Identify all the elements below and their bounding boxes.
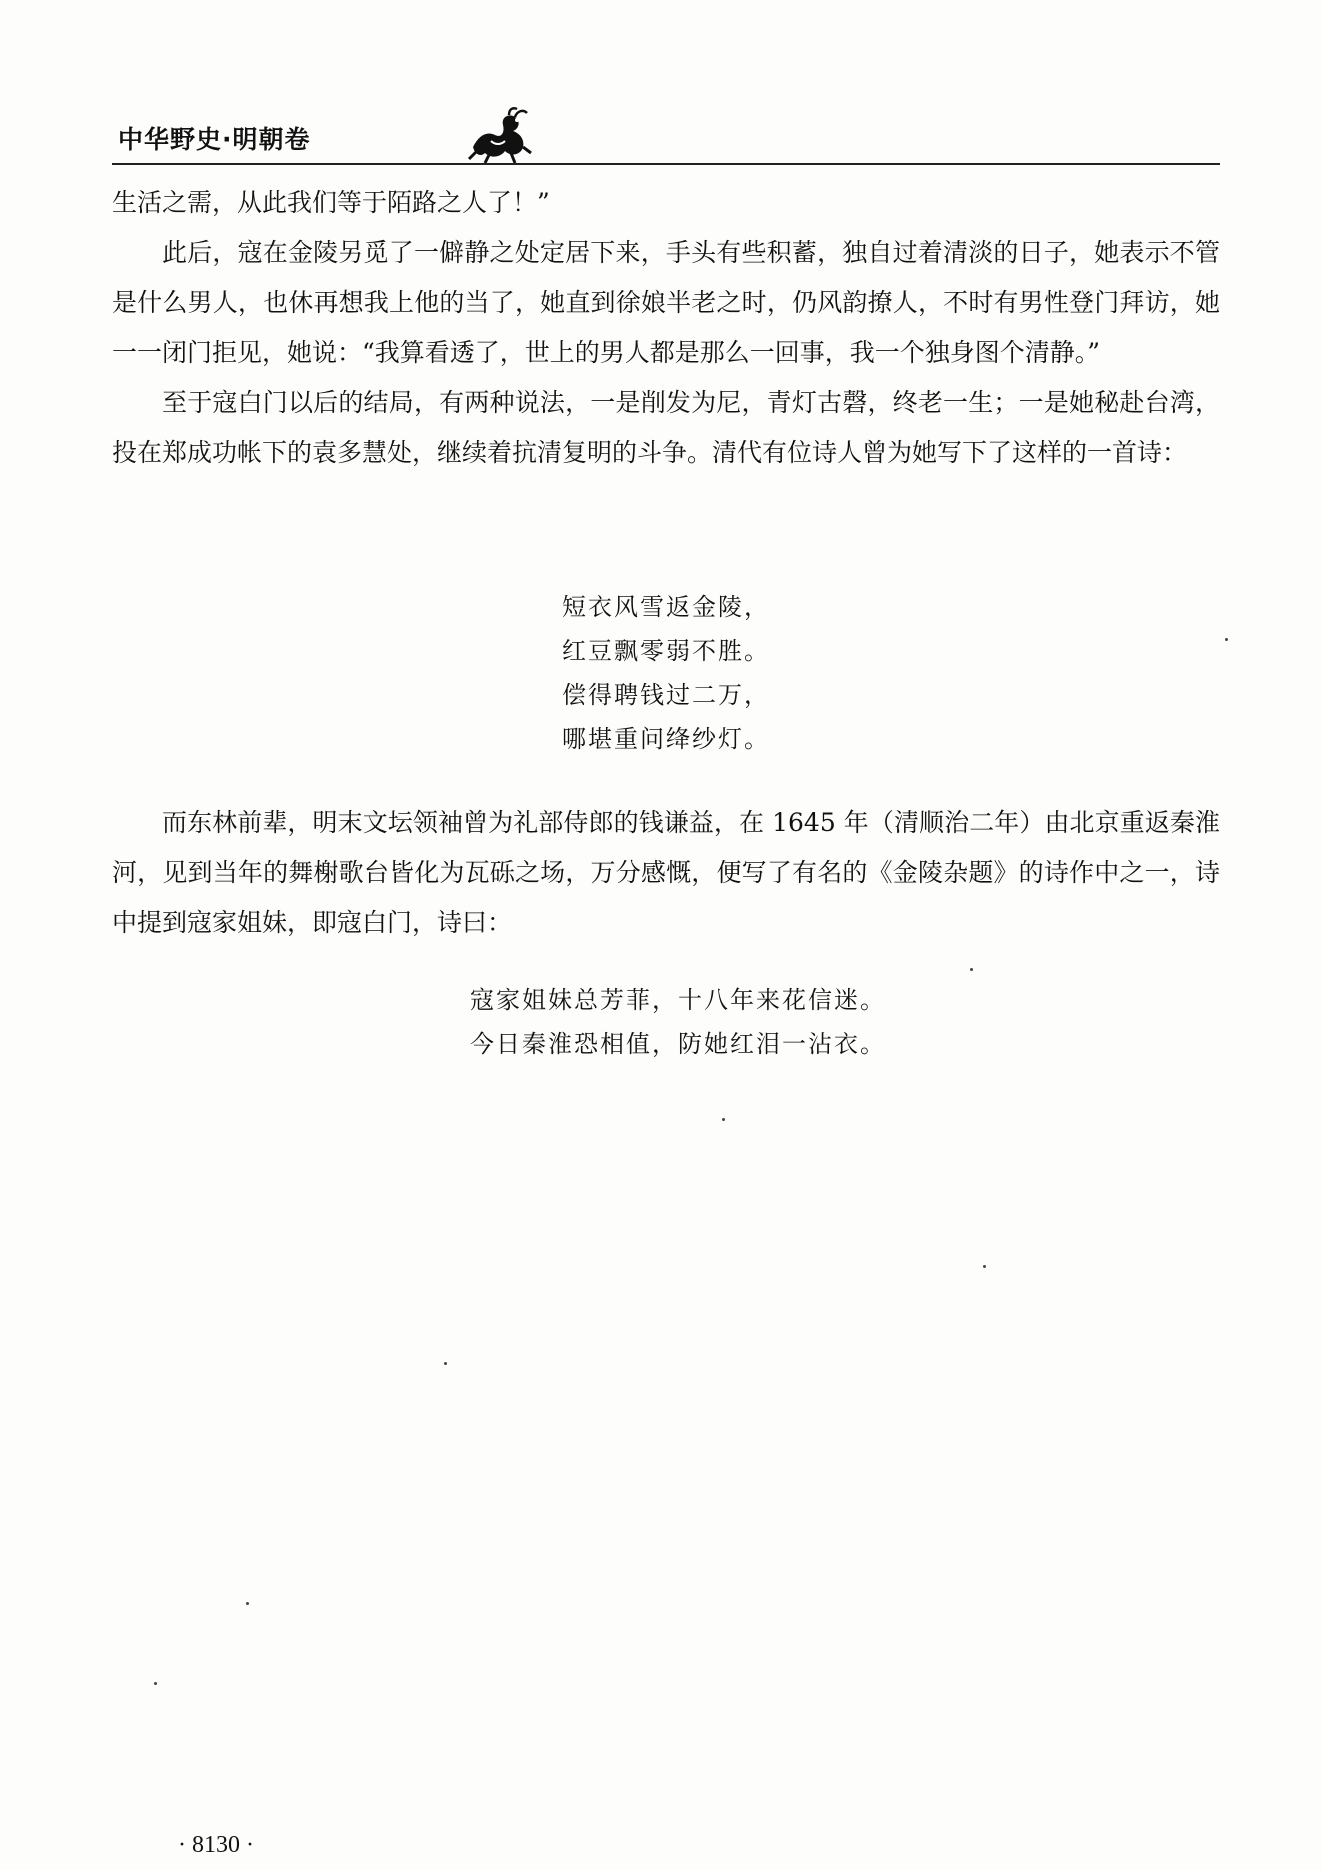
poem-line: 今日秦淮恐相值，防她红泪一沾衣。	[470, 1030, 886, 1058]
running-title: 中华野史·明朝卷	[118, 125, 311, 154]
scan-speck	[722, 1118, 725, 1121]
scan-speck	[246, 1602, 249, 1605]
poem-line: 偿得聘钱过二万，	[562, 681, 770, 709]
header-rule	[112, 163, 1220, 165]
text-block-upper	[112, 178, 1220, 478]
scan-speck	[970, 968, 973, 971]
page-number: · 8130 ·	[178, 1832, 254, 1858]
poem-line: 哪堪重问绛纱灯。	[562, 725, 770, 753]
paragraph-continuation: 生活之需，从此我们等于陌路之人了！”	[112, 188, 550, 217]
scan-speck	[1225, 638, 1228, 641]
paragraph-kou-fate: 至于寇白门以后的结局，有两种说法，一是削发为尼，青灯古磬，终老一生；一是她秘赴台湾，投在郑成功帐下的袁多慧处，继续着抗清复明的斗争。清代有位诗人曾为她写下了这样的一首诗：	[112, 388, 1220, 467]
dragon-emblem-icon	[465, 105, 535, 165]
poem-line: 红豆飘零弱不胜。	[562, 637, 770, 665]
poem-first	[562, 585, 770, 761]
text-block-lower	[112, 798, 1220, 948]
scan-speck	[444, 1362, 447, 1365]
scan-speck	[983, 1265, 986, 1268]
paragraph-kou-settles: 此后，寇在金陵另觅了一僻静之处定居下来，手头有些积蓄，独自过着清淡的日子，她表示不管是什么男人，也休再想我上他的当了，她直到徐娘半老之时，仍风韵撩人，不时有男性登门拜访，她一一闭门拒见，她说：“我算看透了，世上的男人都是那么一回事，我一个独身图个清静。”	[112, 238, 1220, 367]
poem-line: 短衣风雪返金陵，	[562, 593, 770, 621]
poem-line: 寇家姐妹总芳菲，十八年来花信迷。	[470, 986, 886, 1014]
poem-second	[470, 978, 886, 1066]
paragraph-qian-qianyi: 而东林前辈，明末文坛领袖曾为礼部侍郎的钱谦益，在 1645 年（清顺治二年）由北京重返秦淮河，见到当年的舞榭歌台皆化为瓦砾之场，万分感慨，便写了有名的《金陵杂题》的诗作中之一，诗中提到寇家姐妹，即寇白门，诗曰：	[112, 808, 1220, 937]
scan-speck	[154, 1682, 157, 1685]
